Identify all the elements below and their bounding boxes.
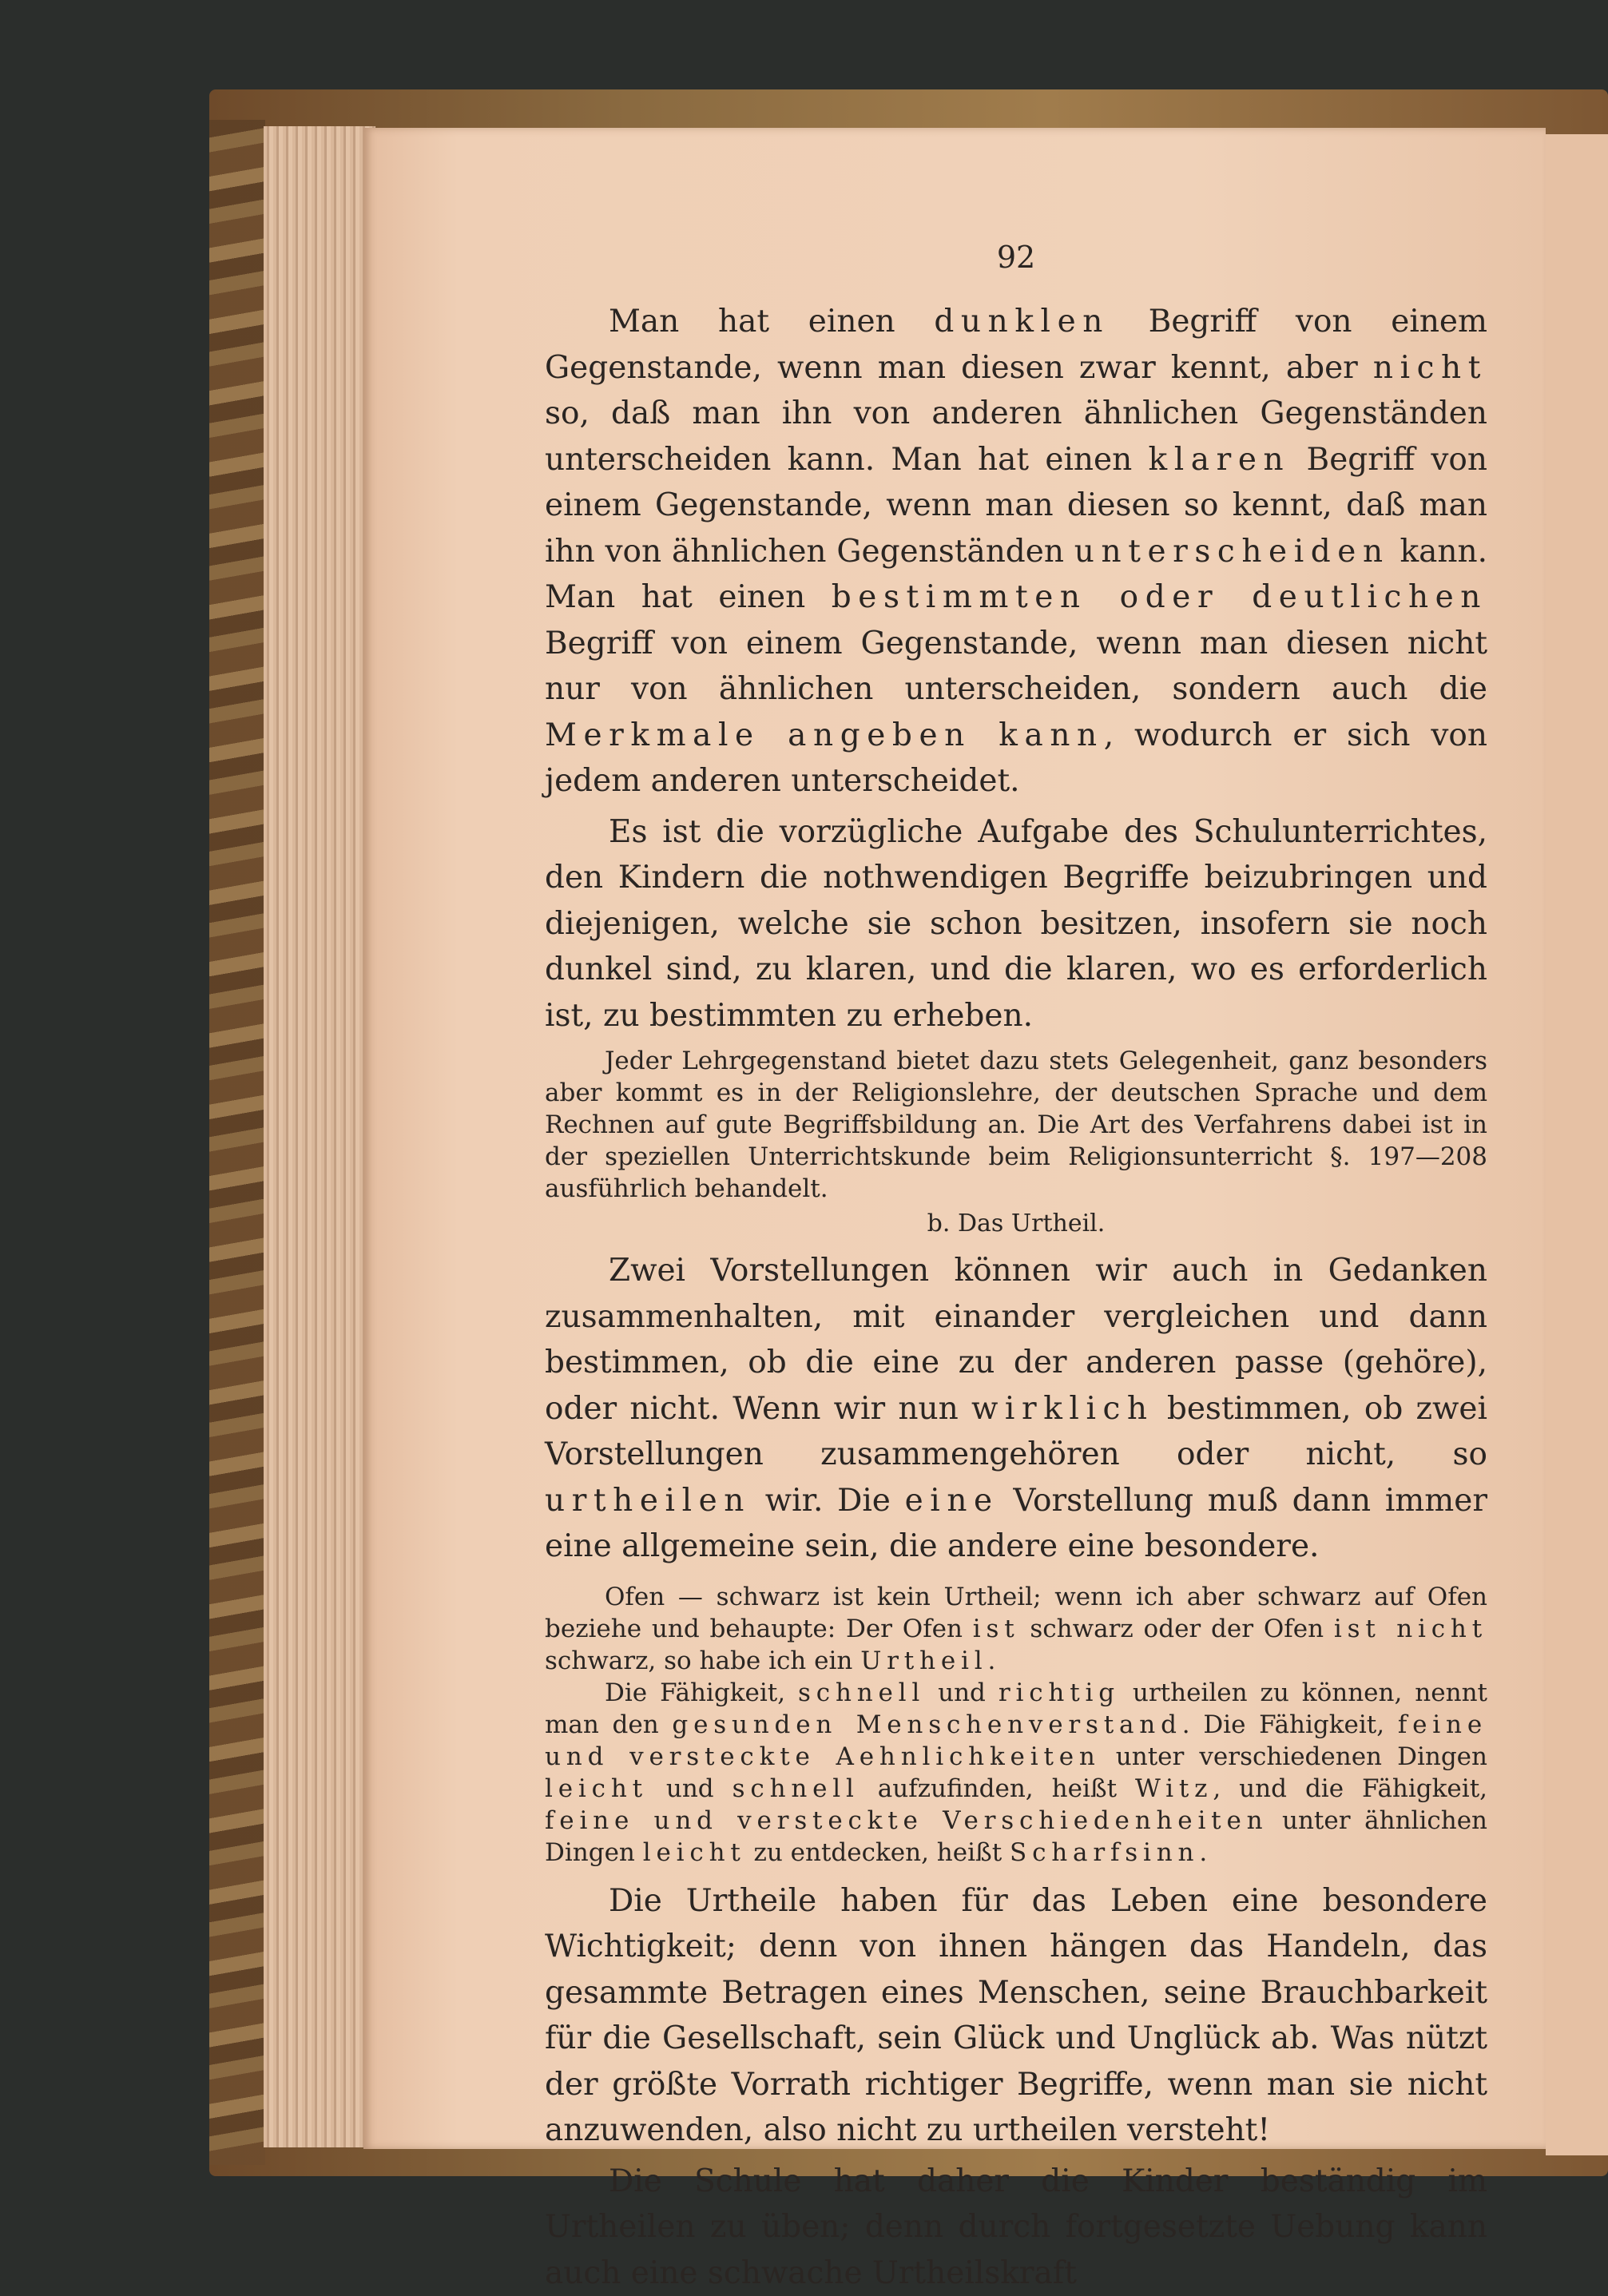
text-run: , wodurch er sich von jedem anderen unterscheidet. [545,717,1487,800]
text-run: Die Fähigkeit, [605,1678,798,1707]
text-run: Zwei Vorstellungen können wir auch in Gedanken zusammenhalten, mit einander vergleichen und dann bestimmen, ob die eine zu der anderen passe (gehöre), oder nicht. Wenn wir nun [545,1253,1487,1427]
text-run: Begriff von einem Gegenstande, wenn man diesen nicht nur von ähnlichen unterscheiden, sondern auch die [545,626,1487,708]
page-content [545,240,1487,2296]
emphasis-urtheil: Urtheil [860,1647,987,1675]
text-run: so, daß man ihn von anderen ähnlichen Gegenständen unterscheiden kann. Man hat einen [545,395,1487,478]
emphasis-richtig: richtig [999,1678,1120,1707]
emphasis-ist: ist [973,1615,1020,1643]
text-run: und [925,1678,999,1707]
emphasis-verschiedenheiten: feine und versteckte Verschiedenheiten [545,1806,1268,1835]
emphasis-scharfsinn: Scharfsinn [1010,1838,1199,1867]
section-heading-urtheil: b. Das Urtheil. [545,1206,1487,1241]
text-run: unter verschiedenen Dingen [1101,1742,1487,1771]
emphasis-dunklen: dunklen [934,304,1110,340]
note-faehigkeit [545,1677,1487,1869]
text-run: kann. Man hat einen [545,534,1487,616]
emphasis-eine: eine [905,1483,999,1519]
facing-page-edge [1546,134,1608,2155]
paragraph-schule: Die Schule hat daher die Kinder beständig im Urtheilen zu üben; denn durch fortgesetzte Uebung kann auch eine schwache Urtheilskraft [545,2159,1487,2296]
emphasis-nicht: nicht [1373,350,1487,386]
page-number: 92 [545,240,1487,275]
text-run: zu entdecken, heißt [746,1838,1010,1867]
emphasis-ist-nicht: ist nicht [1334,1615,1487,1643]
emphasis-leicht-2: leicht [643,1838,746,1867]
text-run: unter ähnlichen Dingen [545,1806,1487,1867]
paragraph-urtheile-wichtigkeit: Die Urtheile haben für das Leben eine besondere Wichtigkeit; denn von ihnen hängen das Handeln, das gesammte Betragen eines Menschen, seine Brauchbarkeit für die Gesellschaft, sein Glück und Unglück ab. Was nützt der größte Vorrath richtiger Begriffe, wenn man sie nicht anzuwenden, also nicht zu urtheilen versteht! [545,1878,1487,2154]
emphasis-unterscheiden: unterscheiden [1074,534,1390,570]
emphasis-aehnlichkeiten: feine und versteckte Aehnlichkeiten [545,1710,1487,1771]
text-run: aufzufinden, heißt [860,1774,1135,1803]
text-run: Man hat einen [609,304,934,340]
text-run: bestimmen, ob zwei Vorstellungen zusammengehören oder nicht, so [545,1391,1487,1473]
text-run: Begriff von einem Gegenstande, wenn man diesen zwar kennt, aber [545,304,1487,386]
text-run: . [988,1647,996,1675]
text-run: schwarz oder der Ofen [1020,1615,1334,1643]
note-ofen [545,1581,1487,1677]
text-run: und [648,1774,733,1803]
text-run: Begriff von einem Gegenstande, wenn man diesen so kennt, daß man ihn von ähnlichen Gegenständen [545,442,1487,570]
text-run: wir. Die [751,1483,905,1519]
emphasis-wirklich: wirklich [971,1391,1154,1427]
emphasis-merkmale: Merkmale angeben kann [545,717,1104,753]
emphasis-witz: Witz [1135,1774,1213,1803]
book-spine [209,120,265,2165]
page-edges [264,126,375,2147]
text-run: . Die Fähigkeit, [1182,1710,1398,1739]
text-run: Vorstellung muß dann immer eine allgemeine sein, die andere eine besondere. [545,1483,1487,1565]
text-run: schwarz, so habe ich ein [545,1647,860,1675]
paragraph-vorstellungen [545,1248,1487,1570]
text-run: Ofen — schwarz ist kein Urtheil; wenn ich aber schwarz auf Ofen beziehe und behaupte: Der Ofen [545,1583,1487,1643]
emphasis-bestimmten: bestimmten oder deutlichen [832,579,1487,615]
paragraph-begriff [545,299,1487,804]
emphasis-leicht: leicht [545,1774,648,1803]
text-run: , und die Fähigkeit, [1213,1774,1487,1803]
emphasis-klaren: klaren [1149,442,1291,478]
emphasis-urtheilen: urtheilen [545,1483,751,1519]
paragraph-aufgabe: Es ist die vorzügliche Aufgabe des Schulunterrichtes, den Kindern die nothwendigen Begriffe beizubringen und diejenigen, welche sie schon besitzen, insofern sie noch dunkel sind, zu klaren, und die klaren, wo es erforderlich ist, zu bestimmten zu erheben. [545,809,1487,1039]
emphasis-menschenverstand: gesunden Menschenverstand [672,1710,1181,1739]
emphasis-schnell: schnell [798,1678,925,1707]
note-lehrgegenstand: Jeder Lehrgegenstand bietet dazu stets Gelegenheit, ganz besonders aber kommt es in der Religionslehre, der deutschen Sprache und dem Rechnen auf gute Begriffsbildung an. Die Art des Verfahrens dabei ist in der speziellen Unterrichtskunde beim Religionsunterricht §. 197—208 ausführlich behandelt. [545,1045,1487,1205]
emphasis-schnell-2: schnell [733,1774,860,1803]
text-run: urtheilen zu können, nennt man den [545,1678,1487,1739]
text-run: . [1199,1838,1207,1867]
